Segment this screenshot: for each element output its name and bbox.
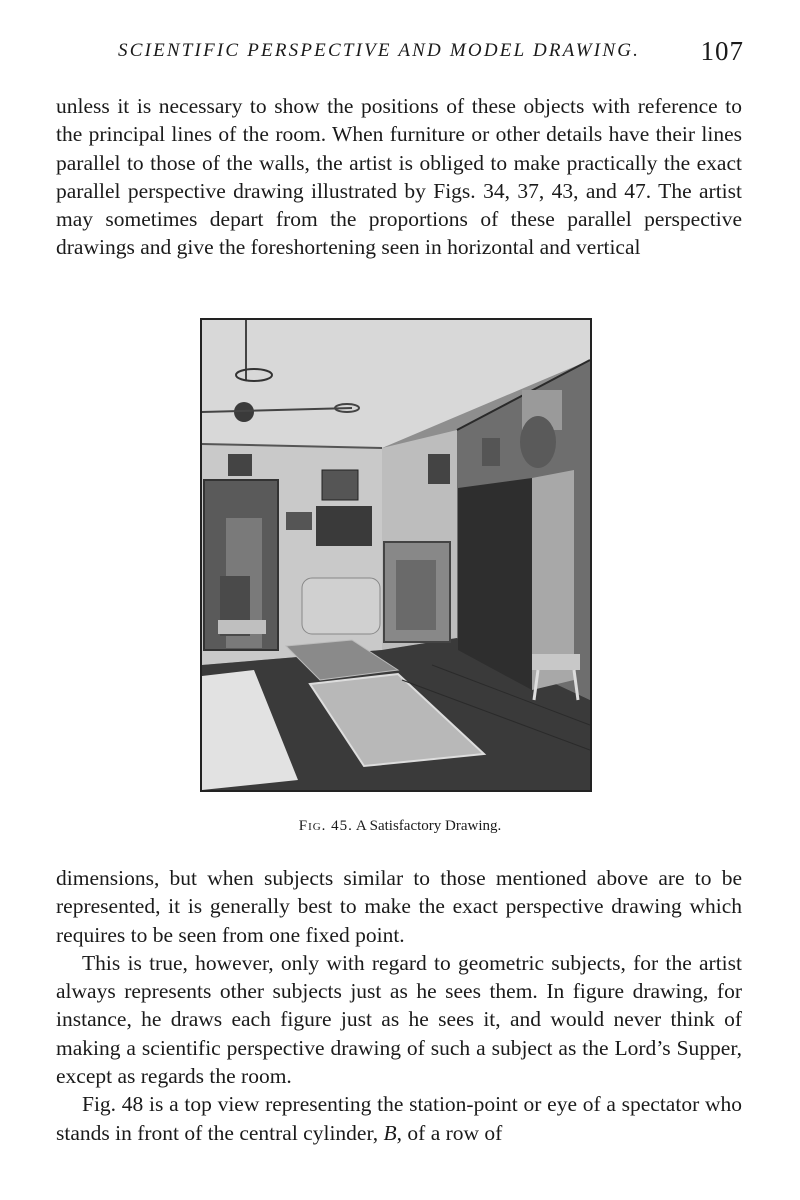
paragraph-text: , of a row of (396, 1120, 503, 1145)
running-head (56, 36, 744, 70)
paragraph: dimensions, but when subjects similar to those mentioned above are to be represented, it is generally best to make the exact perspective drawing which requires to be seen from one fixed point. (56, 866, 742, 947)
body-text-top (56, 92, 742, 262)
paragraph: unless it is necessary to show the positions of these objects with reference to the principal lines of the room. When furniture or other details have their lines parallel to those of the walls, the artist is obliged to make practically the exact parallel perspective drawing illustrated by Figs. 34, 37, 43, and 47. The artist may sometimes depart from the proportions of these parallel perspective drawings and give the foreshortening seen in horizontal and vertical (56, 94, 742, 260)
cylinder-label: B (383, 1120, 397, 1145)
room-interior-photo (202, 320, 590, 790)
body-text-bottom (56, 864, 742, 1147)
paragraph (56, 1090, 742, 1147)
figure-caption (0, 818, 800, 835)
running-title: SCIENTIFIC PERSPECTIVE AND MODEL DRAWING. (118, 40, 641, 61)
figure-photograph (200, 318, 592, 792)
paragraph: This is true, however, only with regard to geometric subjects, for the artist always represents other subjects just as he sees them. In figure drawing, for instance, he draws each figure just as he sees it, and would never think of making a scientific perspective drawing of such a subject as the Lord’s Supper, except as regards the room. (56, 950, 742, 1089)
page-number: 107 (700, 36, 744, 66)
figure-title: A Satisfactory Drawing. (355, 818, 502, 834)
figure-label: Fig. 45. (298, 818, 353, 834)
paragraph-text: Fig. 48 is a top view representing the station-point or eye of a spectator who stands in front of the central cylinder, (56, 1092, 742, 1145)
